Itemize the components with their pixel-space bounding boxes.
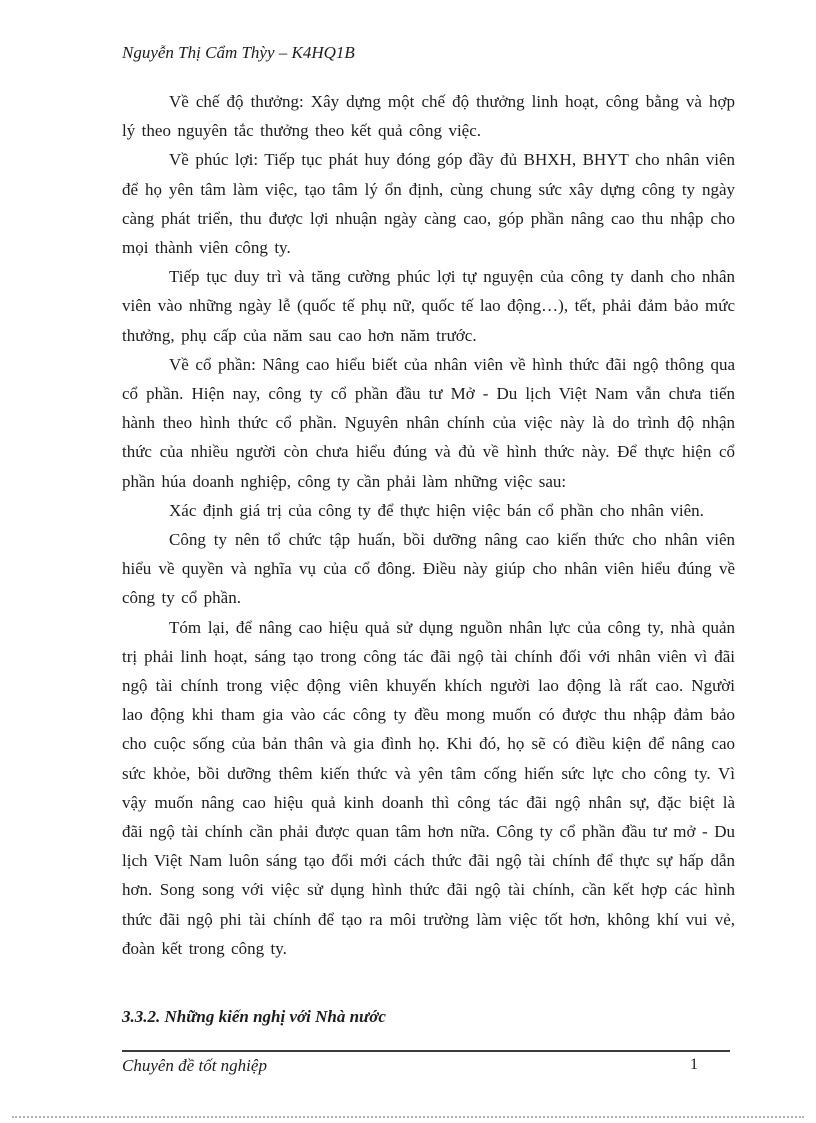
body-paragraph: Về cổ phần: Nâng cao hiểu biết của nhân viên về hình thức đãi ngộ thông qua cổ phần. Hiện nay, công ty cổ phần đầu tư Mở - Du lịch Việt Nam vẫn chưa tiến hành theo hình thức cổ phần. Nguyên nhân chính của việc này là do trình độ nhận thức của nhiều người còn chưa hiểu đúng và đủ về hình thức này. Để thực hiện cổ phần húa doanh nghiệp, công ty cần phải làm những việc sau: bbox=[122, 354, 735, 491]
page-footer bbox=[122, 1050, 730, 1076]
page-number: 1 bbox=[690, 1056, 698, 1073]
footer-label: Chuyên đề tốt nghiệp bbox=[122, 1056, 267, 1075]
running-header: Nguyễn Thị Cẩm Thỳy – K4HQ1B bbox=[122, 43, 355, 62]
body-paragraph: Tóm lại, để nâng cao hiệu quả sử dụng nguồn nhân lực của công ty, nhà quản trị phải linh hoạt, sáng tạo trong công tác đãi ngộ tài chính đối với nhân viên vì đãi ngộ tài chính trong việc động viên khuyến khích người lao động là rất cao. Người lao động khi tham gia vào các công ty đều mong muốn có được thu nhập đảm bảo cho cuộc sống của bản thân và gia đình họ. Khi đó, họ sẽ có điều kiện để nâng cao sức khỏe, bồi dưỡng thêm kiến thức và yên tâm cống hiến sức lực cho công ty. Vì vậy muốn nâng cao hiệu quả kinh doanh thì công tác đãi ngộ nhân sự, đặc biệt là đãi ngộ tài chính cần phải được quan tâm hơn nữa. Công ty cổ phần đầu tư mở - Du lịch Việt Nam luôn sáng tạo đổi mới cách thức đãi ngộ tài chính để thực sự hấp dẫn hơn. Song song với việc sử dụng hình thức đãi ngộ tài chính, cần kết hợp các hình thức đãi ngộ phi tài chính để tạo ra môi trường làm việc tốt hơn, không khí vui vẻ, đoàn kết trong công ty. bbox=[122, 617, 735, 958]
body-text bbox=[122, 87, 735, 963]
body-paragraph: Tiếp tục duy trì và tăng cường phúc lợi tự nguyện của công ty danh cho nhân viên vào những ngày lễ (quốc tế phụ nữ, quốc tế lao động…), tết, phải đảm bảo mức thưởng, phụ cấp của năm sau cao hơn năm trước. bbox=[122, 267, 735, 345]
page-boundary-dotted-line bbox=[12, 1116, 804, 1118]
section-heading: 3.3.2. Những kiến nghị với Nhà nước bbox=[122, 1007, 386, 1027]
page-content bbox=[122, 42, 735, 1029]
body-paragraph: Về chế độ thưởng: Xây dựng một chế độ thưởng linh hoạt, công bằng và hợp lý theo nguyên tắc thưởng theo kết quả công việc. bbox=[122, 92, 735, 141]
body-paragraph: Về phúc lợi: Tiếp tục phát huy đóng góp đầy đủ BHXH, BHYT cho nhân viên để họ yên tâm làm việc, tạo tâm lý ổn định, cùng chung sức xây dựng công ty ngày càng phát triển, thu được lợi nhuận ngày càng cao, góp phần nâng cao thu nhập cho mọi thành viên công ty. bbox=[122, 150, 735, 258]
body-paragraph: Xác định giá trị của công ty để thực hiện việc bán cổ phần cho nhân viên. bbox=[169, 500, 704, 520]
body-paragraph: Công ty nên tổ chức tập huấn, bồi dưỡng nâng cao kiến thức cho nhân viên hiểu về quyền và nghĩa vụ của cổ đông. Điều này giúp cho nhân viên hiểu đúng về công ty cổ phần. bbox=[122, 530, 735, 608]
